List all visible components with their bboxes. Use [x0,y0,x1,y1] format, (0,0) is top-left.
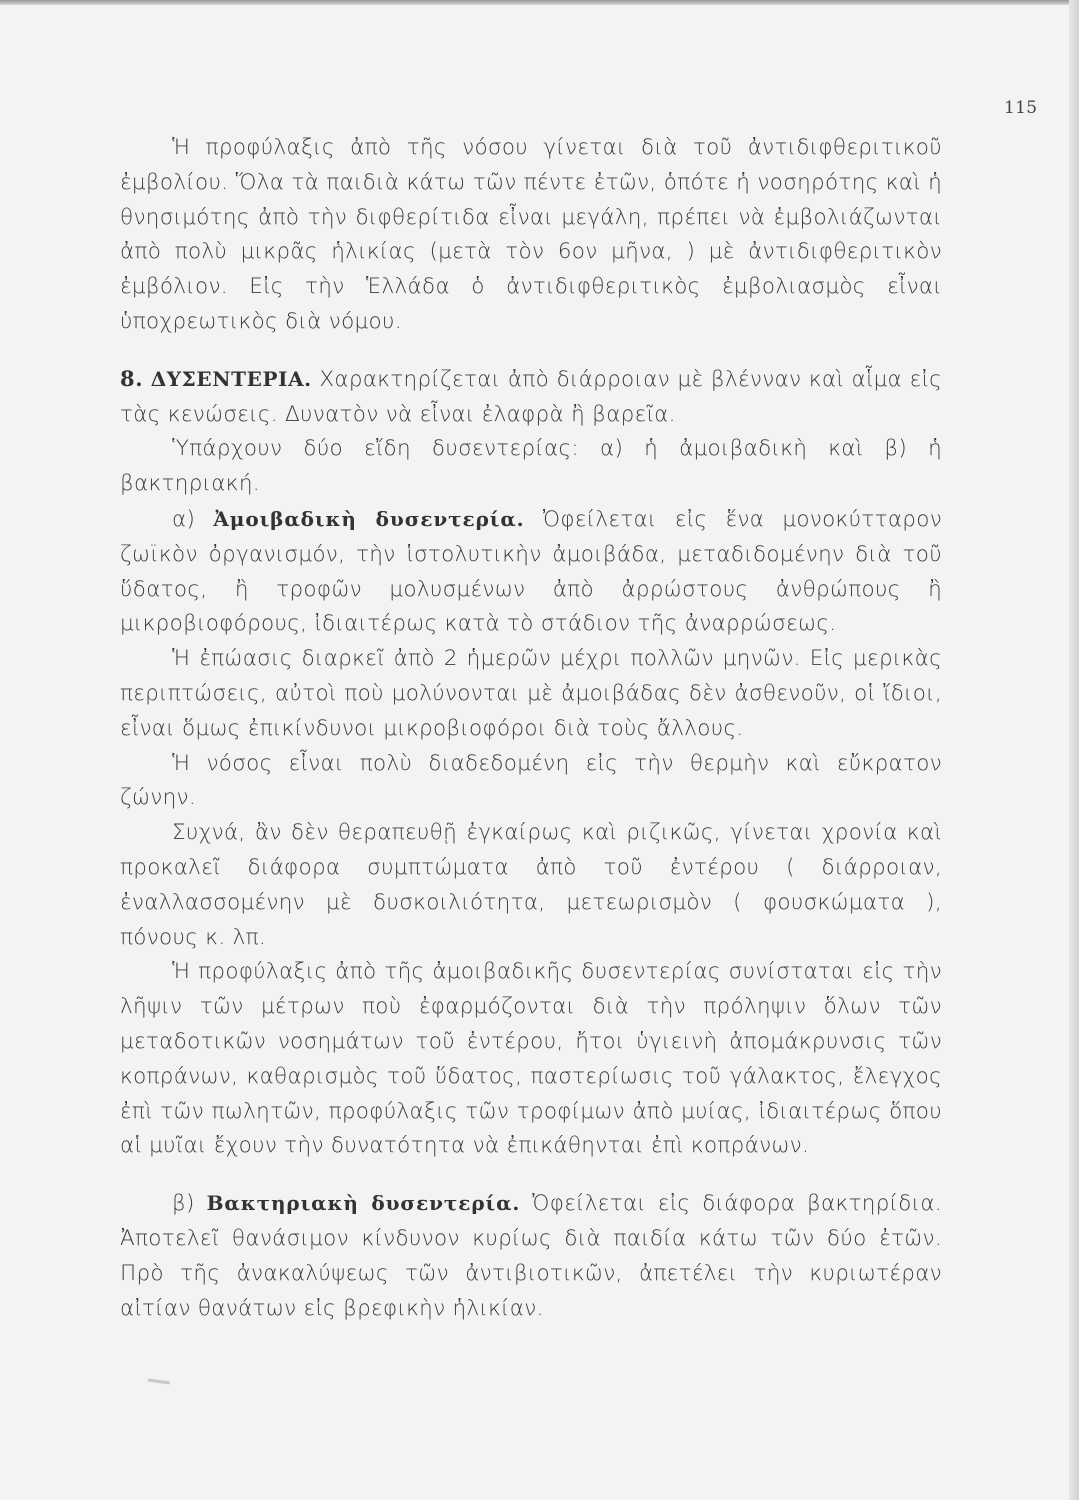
scan-mark [148,1378,170,1384]
paragraph-dysentery-intro: Χαρακτηρίζεται ἀπὸ διάρροιαν μὲ βλένναν καὶ αἷμα εἰς τὰς κενώσεις. Δυνατὸν νὰ εἶναι ἐλαφρὰ ἢ βαρεῖα. [120,366,942,427]
page-number: 115 [1004,98,1038,118]
section-dysentery [120,362,942,433]
body-text [120,131,942,1326]
paragraph-diphtheria-prevention: Ἡ προφύλαξις ἀπὸ τῆς νόσου γίνεται διὰ τοῦ ἀντιδιφθεριτικοῦ ἐμβολίου. Ὅλα τὰ παιδιὰ κάτω τῶν πέντε ἐτῶν, ὁπότε ἡ νοσηρότης καὶ ἡ θνησιμότης ἀπὸ τὴν διφθερίτιδα εἶναι μεγάλη, πρέπει νὰ ἐμβολιάζωνται ἀπὸ πολὺ μικρᾶς ἡλικίας (μετὰ τὸν 6ον μῆνα, ) μὲ ἀντιδιφθεριτικὸν ἐμβόλιον. Εἰς τὴν Ἑλλάδα ὁ ἀντιδιφθεριτικὸς ἐμβολιασμὸς εἶναι ὑποχρεωτικὸς διὰ νόμου. [120,135,942,334]
scan-top-edge [0,0,1079,5]
paragraph-amoebic-text: Ὀφείλεται εἰς ἕνα μονοκύτταρον ζωϊκὸν ὀργανισμόν, τὴν ἱστολυτικὴν ἀμοιβάδα, μεταδιδομένην διὰ τοῦ ὕδατος, ἢ τροφῶν μολυσμένων ἀπὸ ἀρρώστους ἀνθρώπους ἢ μικροβιοφόρους, ἰδιαιτέρως κατὰ τὸ στάδιον τῆς ἀναρρώσεως. [120,506,943,637]
paragraph-bacterial-text: Ὀφείλεται εἰς διάφορα βακτηρίδια. Ἀποτελεῖ θανάσιμον κίνδυνον κυρίως διὰ παιδία κάτω τῶν δύο ἐτῶν. Πρὸ τῆς ἀνακαλύψεως τῶν ἀντιβιοτικῶν, ἀπετέλει τὴν κυριωτέραν αἰτίαν θανάτων εἰς βρεφικὴν ἡλικίαν. [120,1191,942,1321]
subsection-prefix: β) [172,1191,195,1217]
paragraph-amoebic-prevention: Ἡ προφύλαξις ἀπὸ τῆς ἀμοιβαδικῆς δυσεντερίας συνίσταται εἰς τὴν λῆψιν τῶν μέτρων ποὺ ἐφαρμόζονται διὰ τὴν πρόληψιν ὅλων τῶν μεταδοτικῶν νοσημάτων τοῦ ἐντέρου, ἤτοι ὑγιεινὴ ἀπομάκρυνσις τῶν κοπράνων, καθαρισμὸς τοῦ ὕδατος, παστερίωσις τοῦ γάλακτος, ἔλεγχος ἐπὶ τῶν πωλητῶν, προφύλαξις τῶν τροφίμων ἀπὸ μυίας, ἰδιαιτέρως ὅπου αἱ μυῖαι ἔχουν τὴν δυνατότητα νὰ ἐπικάθηνται ἐπὶ κοπράνων. [120,959,942,1159]
paragraph-distribution: Ἡ νόσος εἶναι πολὺ διαδεδομένη εἰς τὴν θερμὴν καὶ εὔκρατον ζώνην. [120,750,942,811]
paragraph-chronic: Συχνά, ἂν δὲν θεραπευθῇ ἐγκαίρως καὶ ριζικῶς, γίνεται χρονία καὶ προκαλεῖ διάφορα συμπτώματα ἀπὸ τοῦ ἐντέρου ( διάρροιαν, ἐναλλασσομένην μὲ δυσκοιλιότητα, μετεωρισμὸν ( φουσκώματα ), πόνους κ. λπ. [120,820,942,950]
subsection-prefix: α) [172,506,196,532]
subsection-title-amoebic: Ἀμοιβαδικὴ δυσεντερία. [213,506,525,531]
section-title: ΔΥΣΕΝΤΕΡΙΑ. [150,366,312,391]
paragraph-bacterial [120,1186,942,1326]
paragraph-amoebic [120,502,942,642]
paragraph-dysentery-types: Ὑπάρχουν δύο εἴδη δυσεντερίας: α) ἡ ἀμοιβαδικὴ καὶ β) ἡ βακτηριακή. [120,436,942,497]
scan-right-edge [1069,0,1079,1500]
paragraph-incubation: Ἡ ἐπώασις διαρκεῖ ἀπὸ 2 ἡμερῶν μέχρι πολλῶν μηνῶν. Εἰς μερικὰς περιπτώσεις, αὐτοὶ ποὺ μολύνονται μὲ ἀμοιβάδας δὲν ἀσθενοῦν, οἱ ἴδιοι, εἶναι ὅμως ἐπικίνδυνοι μικροβιοφόροι διὰ τοὺς ἄλλους. [120,646,942,741]
subsection-title-bacterial: Βακτηριακὴ δυσεντερία. [206,1191,521,1216]
section-number: 8. [120,365,144,391]
